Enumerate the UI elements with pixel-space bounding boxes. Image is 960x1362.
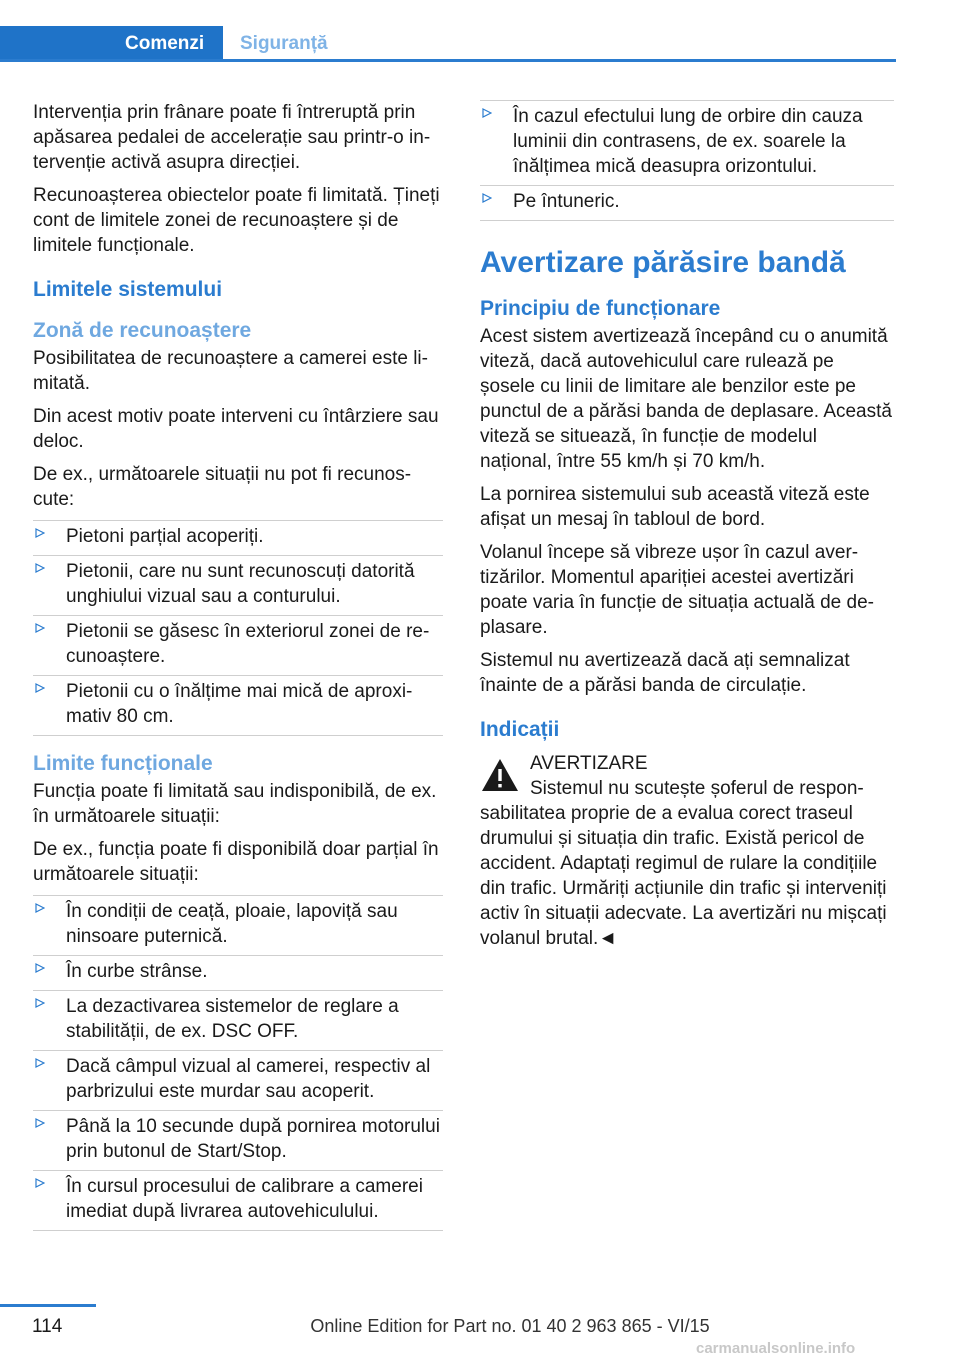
list-item: În curbe strânse. <box>33 956 443 991</box>
heading-operating-principle: Principiu de funcționare <box>480 297 721 320</box>
warning-title: AVERTIZARE <box>530 753 648 774</box>
heading-system-limits: Limitele sistemului <box>33 278 223 301</box>
chapter-tabs <box>0 26 896 62</box>
tab-siguranta[interactable]: Siguranță <box>240 33 328 54</box>
triangle-bullet-icon <box>35 998 45 1008</box>
bullet-list <box>480 100 894 221</box>
paragraph: Funcția poate fi limitată sau indisponibilă, de ex. în următoarele situații: <box>33 781 437 827</box>
list-item: Pietonii cu o înălțime mai mică de aproximativ 80 cm. <box>33 676 443 736</box>
list-item: Până la 10 secunde după pornirea motorului prin butonul de Start/Stop. <box>33 1111 443 1171</box>
heading-lane-departure-warning: Avertizare părăsire bandă <box>480 246 846 279</box>
paragraph: Acest sistem avertizează începând cu o anumită viteză, dacă autovehiculul care rulează pe șosele cu linii de limitare ale benzilor este pe punctul de a părăsi banda de deplasare. Această viteză se situează, în funcție de modelul național, între 55 km/h și 70 km/h. <box>480 326 892 472</box>
triangle-bullet-icon <box>35 563 45 573</box>
warning-triangle-icon <box>480 757 520 793</box>
page-number: 114 <box>32 1316 63 1337</box>
list-item: În cazul efectului lung de orbire din cauza luminii din contrasens, de ex. soarele la înălțimea mică deasupra orizontului. <box>480 101 894 186</box>
triangle-bullet-icon <box>35 623 45 633</box>
triangle-bullet-icon <box>482 193 492 203</box>
bullet-list <box>33 895 443 1231</box>
triangle-bullet-icon <box>35 1178 45 1188</box>
paragraph: Intervenția prin frânare poate fi întreruptă prin apăsarea pedalei de accelerație sau printr-o intervenție activă asupra direcției. <box>33 102 431 173</box>
paragraph: De ex., următoarele situații nu pot fi recunoscute: <box>33 464 412 510</box>
triangle-bullet-icon <box>35 903 45 913</box>
triangle-bullet-icon <box>35 1058 45 1068</box>
heading-functional-limits: Limite funcționale <box>33 752 213 775</box>
warning-text: Sistemul nu scutește șoferul de responsabilitatea proprie de a evalua corect traseul drumului și situația din trafic. Există pericol de accident. Adaptați regimul de rulare la condițiile din trafic. Urmăriți acțiunile din trafic și interveniți activ în situații adecvate. La avertizări nu mișcați volanul brutal.◄ <box>480 778 887 949</box>
triangle-bullet-icon <box>482 108 492 118</box>
list-item: La dezactivarea sistemelor de reglare a stabilității, de ex. DSC OFF. <box>33 991 443 1051</box>
triangle-bullet-icon <box>35 528 45 538</box>
page-number-rule <box>0 1304 96 1307</box>
paragraph: Sistemul nu avertizează dacă ați semnalizat înainte de a părăsi banda de circulație. <box>480 650 850 696</box>
header-rule <box>0 59 896 62</box>
list-item: Pe întuneric. <box>480 186 894 221</box>
triangle-bullet-icon <box>35 683 45 693</box>
left-column <box>33 100 443 1239</box>
warning-block <box>480 751 894 776</box>
list-item: Pietonii se găsesc în exteriorul zonei de recunoaștere. <box>33 616 443 676</box>
triangle-bullet-icon <box>35 963 45 973</box>
paragraph: De ex., funcția poate fi disponibilă doar parțial în următoarele situații: <box>33 839 439 885</box>
paragraph: Din acest motiv poate interveni cu întârziere sau deloc. <box>33 406 439 452</box>
paragraph: La pornirea sistemului sub această viteză este afișat un mesaj în tabloul de bord. <box>480 484 870 530</box>
bullet-list <box>33 520 443 736</box>
heading-notes: Indicații <box>480 718 560 741</box>
list-item: În condiții de ceață, ploaie, lapoviță sau ninsoare puternică. <box>33 896 443 956</box>
triangle-bullet-icon <box>35 1118 45 1128</box>
right-column <box>480 100 894 959</box>
list-item: În cursul procesului de calibrare a camerei imediat după livrarea autovehiculului. <box>33 1171 443 1231</box>
heading-detection-zone: Zonă de recunoaștere <box>33 319 252 342</box>
watermark: carmanualsonline.info <box>696 1340 856 1357</box>
paragraph: Posibilitatea de recunoaștere a camerei este limitată. <box>33 348 428 394</box>
list-item: Pietoni parțial acoperiți. <box>33 521 443 556</box>
paragraph: Recunoașterea obiectelor poate fi limitată. Țineți cont de limitele zonei de recunoaștere și de limitele funcționale. <box>33 185 440 256</box>
paragraph: Volanul începe să vibreze ușor în cazul avertizărilor. Momentul apariției acestei avertizări poate varia în funcție de situația actuală de deplasare. <box>480 542 874 638</box>
list-item: Dacă câmpul vizual al camerei, respectiv al parbrizului este murdar sau acoperit. <box>33 1051 443 1111</box>
list-item: Pietonii, care nu sunt recunoscuți datorită unghiului vizual sau a conturului. <box>33 556 443 616</box>
edition-footer: Online Edition for Part no. 01 40 2 963 865 - VI/15 <box>310 1316 710 1336</box>
tab-comenzi[interactable]: Comenzi <box>0 26 223 62</box>
